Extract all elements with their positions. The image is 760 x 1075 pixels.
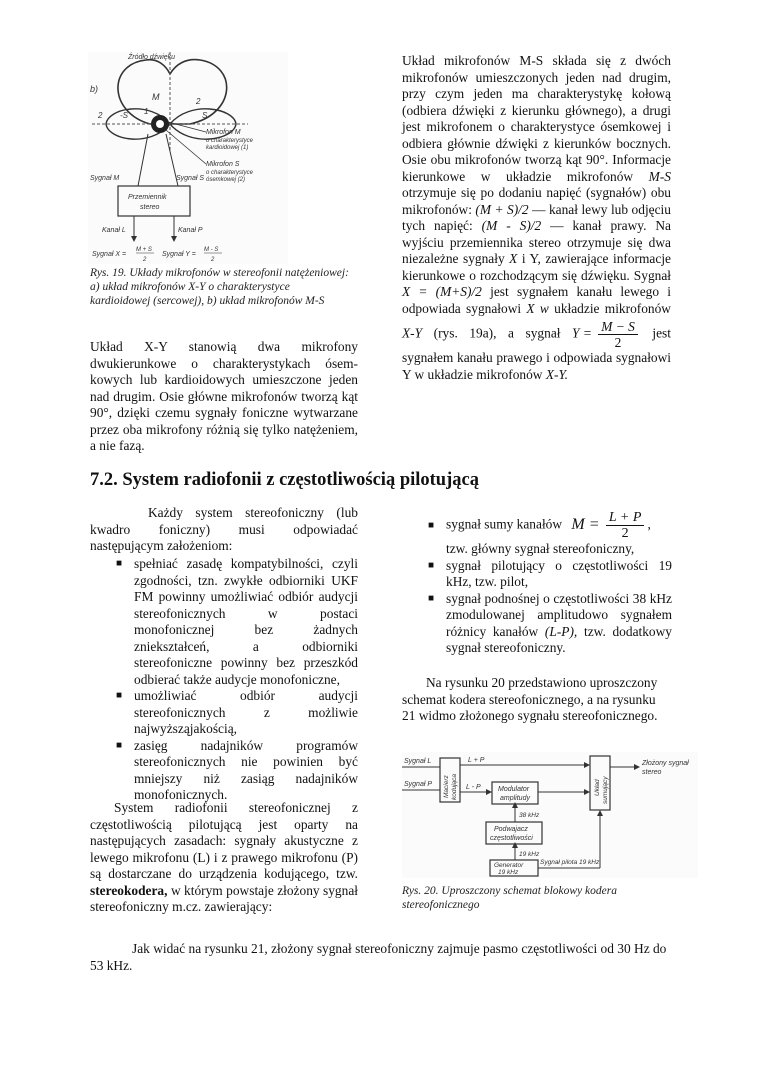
paragraph-xy: Układ X-Y stanowią dwa mikrofony dwukierunkowe o charakterystykach ósem-kowych lub kardioidowych umieszczone jeden nad drugim. Osie główne mikrofonów tworzą kąt 90°, dzięki czemu sygnały foniczne wytwarzane przez oba mikrofony różnią się tylko natężeniem, a nie fazą. xyxy=(90,339,358,453)
ms-formula-right: (M - S)/2 xyxy=(481,218,542,233)
eq-den: 2 xyxy=(614,335,622,350)
label-frac-x-den: 2 xyxy=(143,257,147,263)
signal-components-list xyxy=(424,510,672,657)
label-lp-plus: L + P xyxy=(468,757,485,764)
signal-item: ■ sygnał pilotujący o częstotliwości 19 kHz, tzw. pilot, xyxy=(428,557,672,589)
ms-text-1: Układ mikrofonów M-S składa się z dwóch mikrofonów umieszczonych jeden nad drugim, przy czym jeden ma charakterystykę kołową (odbiera dźwięki z kierunku głównego), a drugi jest mikrofonem o charakterystyce ósemkowej i odbiera głównie dźwięki z kierunków bocznych. Osie obu mikrofonów tworzą kąt 90°. Informacje kierunkowe w układzie mikrofonów xyxy=(402,53,671,184)
label-sum2: sumujący xyxy=(602,776,609,804)
eq-num: M − S xyxy=(598,319,638,335)
label-generator1: Generator xyxy=(494,862,524,869)
paragraph-figure-ref: Na rysunku 20 przedstawiono uproszczony schemat kodera stereofonicznego, a na rysunku 21 widmo złożonego sygnału stereofonicznego. xyxy=(402,675,658,723)
ms-x2: X xyxy=(526,300,535,316)
signal-item: ■ sygnał sumy kanałów M = $\frac{L + P}{2}$ , xyxy=(428,510,651,541)
label-doubler1: Podwajacz xyxy=(494,826,528,833)
label-mic-s: Mikrofon S xyxy=(206,161,240,168)
label-mic-m-desc1: o charakterystyce xyxy=(206,138,254,144)
ms-formula-left: (M + S)/2 xyxy=(475,201,529,217)
label-sum1: Układ xyxy=(594,779,601,796)
label-chan-l: Kanał L xyxy=(102,227,126,234)
label-sig-x: Sygnał X = xyxy=(92,251,127,258)
label-19khz: 19 kHz xyxy=(519,851,540,858)
ms-text-4: — kanał prawy. Na wyjściu przemiennika stereo otrzymuje się dwa niezależne sygnały xyxy=(402,218,671,266)
m-eq: M = xyxy=(571,515,600,533)
label-mic-m-desc2: kardioidowej (1) xyxy=(206,145,249,151)
label-doubler2: częstotliwości xyxy=(490,835,533,842)
label-sig-y: Sygnał Y = xyxy=(162,251,196,258)
ms-text-8: (rys. 19a), a sygnał xyxy=(433,325,561,341)
requirements-list xyxy=(112,556,358,804)
label-minus-s: -S xyxy=(120,111,128,120)
label-source: Źródło dźwięku xyxy=(128,54,176,61)
signal-item-cont: tzw. główny sygnał stereofoniczny, xyxy=(446,541,635,556)
ms-text-9: jest sygnałem kanału prawego i odpowiada sygnałowi Y w układzie mikrofonów xyxy=(402,325,671,382)
label-generator2: 19 kHz xyxy=(498,869,519,876)
label-frac-x-num: M + S xyxy=(136,247,152,253)
label-matrix1: Macierz xyxy=(443,775,450,798)
eq-lhs: Y = xyxy=(572,325,592,341)
ms-text-6: jest sygnałem kanału lewego i odpowiada sygnałowi xyxy=(402,284,672,316)
figure-20-caption: Rys. 20. Uproszczony schemat blokowy kodera stereofonicznego xyxy=(402,885,617,911)
figure-19-diagram xyxy=(88,52,288,264)
ms-text-2: otrzymuje się po dodaniu napięć (sygnałów) obu mikrofonów: xyxy=(402,185,671,217)
paragraph-system: System radiofonii stereofonicznej z częstotliwością pilotującą jest oparty na następujących zasadach: sygnały akustyczne z lewego mikrofonu (L) i z prawego mikrofonu (P) są dostarczane do urządzenia kodującego, tzw. stereokodera, w którym powstaje złożony sygnał stereofoniczny m.cz. zawierający: xyxy=(90,800,358,914)
ms-x: X xyxy=(509,251,518,266)
label-sig-s: Sygnał S xyxy=(176,175,205,182)
stereocoder-term: stereokodera, xyxy=(90,882,168,898)
requirement-item: ■ spełniać zasadę kompatybilności, czyli zgodności, tzn. zwykłe odbiorniki UKF FM powinny umożliwiać odbiór audycji stereofonicznych w postaci monofonicznej bez żadnych zniekształceń, a odbiorniki stereofoniczne powinny bez przeszkód odbierać także audycje monofoniczne, xyxy=(116,556,358,687)
label-38khz: 38 kHz xyxy=(519,812,540,819)
requirement-item: ■ zasięg nadajników programów stereofonicznych nie powinien być mniejszy niż zasiąg nadajników monofonicznych. xyxy=(116,737,358,802)
signal-item: ■ sygnał podnośnej o częstotliwości 38 kHz zmodulowanej amplitudowo sygnałem różnicy kanałów (L-P), tzw. dodatkowy sygnał stereofoniczny. xyxy=(428,590,672,655)
ms-text-5: i Y, zawierające informacje kierunkowe o rozchodzącym się dźwięku. Sygnał xyxy=(402,251,671,283)
paragraph-ms xyxy=(402,53,671,383)
label-sig-m: Sygnał M xyxy=(90,175,120,182)
label-modulator1: Modulator xyxy=(498,786,530,793)
label-frac-y-num: M - S xyxy=(204,247,219,253)
figure-19 xyxy=(88,52,288,264)
label-mic-s-desc1: o charakterystyce xyxy=(206,170,254,176)
ms-text-3: — kanał lewy lub odjęciu tych napięć: xyxy=(402,201,671,233)
label-mic-m: Mikrofon M xyxy=(206,129,241,136)
ms-formula-x: X = (M+S)/2 xyxy=(402,284,482,299)
label-plus-s: S xyxy=(202,111,208,120)
label-converter1: Przemiennik xyxy=(128,194,167,201)
ms-xy: X-Y xyxy=(402,325,423,341)
label-chan-p: Kanał P xyxy=(178,227,203,234)
lp-fraction: $\frac{L + P}{2}$ xyxy=(606,510,645,541)
section-title: 7.2. System radiofonii z częstotliwością pilotującą xyxy=(90,470,479,490)
figure-20-diagram xyxy=(402,752,698,878)
label-matrix2: kodująca xyxy=(451,773,458,800)
label-2-right: 2 xyxy=(196,97,201,106)
label-lp-minus: L - P xyxy=(466,784,481,791)
label-pilot: Sygnał pilota 19 kHz xyxy=(540,859,600,866)
label-2-left: 2 xyxy=(98,111,103,120)
paragraph-final: Jak widać na rysunku 21, złożony sygnał stereofoniczny zajmuje pasmo częstotliwości od 30 Hz do 53 kHz. xyxy=(90,941,667,973)
label-sig-p: Sygnał P xyxy=(404,781,433,788)
ms-w: w xyxy=(539,300,549,316)
label-frac-y-den: 2 xyxy=(211,257,215,263)
label-out2: stereo xyxy=(642,769,662,776)
eq-fraction xyxy=(598,319,638,350)
label-mic-s-desc2: ósemkowej (2) xyxy=(206,177,246,183)
ms-xy2: X-Y. xyxy=(545,366,569,382)
label-m: M xyxy=(152,92,160,102)
label-sig-l: Sygnał L xyxy=(404,758,432,765)
label-converter2: stereo xyxy=(140,204,160,211)
label-modulator2: amplitudy xyxy=(500,795,530,802)
paragraph-intro: Każdy system stereofoniczny (lub kwadro foniczny) musi odpowiadać następującym założeniom: xyxy=(90,505,358,553)
ms-text-7: układzie mikrofonów xyxy=(554,300,671,316)
label-out1: Złożony sygnał xyxy=(642,760,689,767)
figure-19-caption: Rys. 19. Układy mikrofonów w stereofonii natężeniowej: a) układ mikrofonów X-Y o charakterystyce kardioidowej (sercowej), b) układ mikrofonów M-S xyxy=(90,267,349,307)
ms-term: M-S xyxy=(648,168,671,184)
figure-20 xyxy=(402,752,698,878)
requirement-item: ■ umożliwiać odbiór audycji stereofonicznych z możliwie najwyższąjakością, xyxy=(116,688,358,736)
label-1: 1 xyxy=(144,107,149,116)
label-panel-b: b) xyxy=(90,84,99,94)
